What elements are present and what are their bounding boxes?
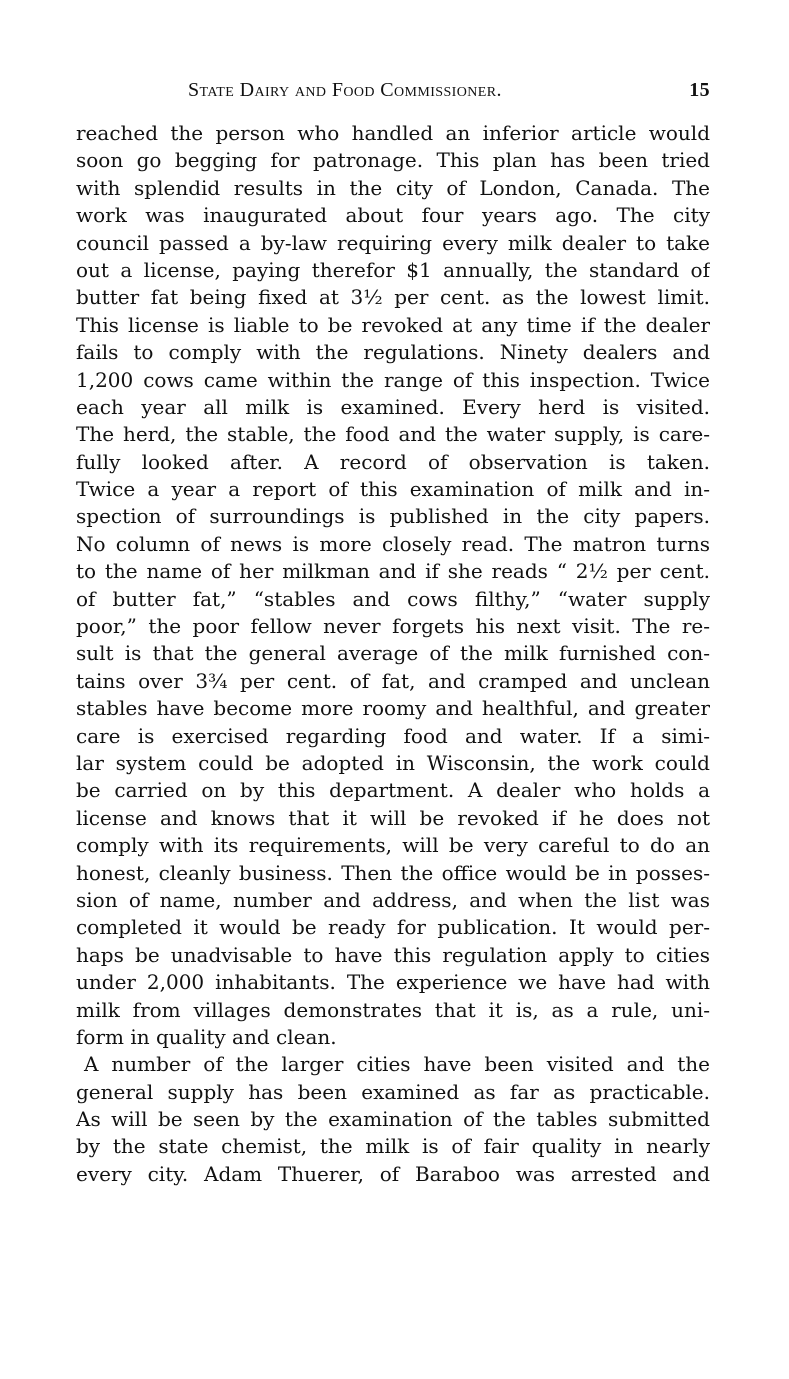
text-line: comply with its requirements, will be very careful to do an — [76, 833, 710, 858]
text-line: work was inaugurated about four years ago. The city — [76, 203, 710, 228]
text-line: form in quality and clean. — [76, 1024, 337, 1049]
text-line: soon go begging for patronage. This plan has been tried — [76, 148, 710, 173]
page-header — [76, 76, 710, 104]
paragraph-1 — [76, 120, 710, 1051]
text-line: honest, cleanly business. Then the office would be in posses- — [76, 860, 710, 885]
text-line: of butter fat,” “stables and cows filthy,” “water supply — [76, 586, 710, 611]
text-line: every city. Adam Thuerer, of Baraboo was arrested and — [76, 1161, 710, 1186]
text-line: poor,” the poor fellow never forgets his next visit. The re- — [76, 614, 710, 639]
text-line: reached the person who handled an inferior article would — [76, 121, 710, 145]
text-line: out a license, paying therefor $1 annually, the standard of — [76, 257, 710, 282]
text-line: As will be seen by the examination of the tables submitted — [76, 1107, 710, 1132]
text-line: A number of the larger cities have been visited and the — [84, 1052, 710, 1077]
body-text — [76, 120, 710, 1188]
text-line: general supply has been examined as far as practicable. — [76, 1079, 710, 1104]
text-line: This license is liable to be revoked at any time if the dealer — [76, 312, 710, 337]
text-line: under 2,000 inhabitants. The experience we have had with — [76, 970, 710, 995]
text-line: to the name of her milkman and if she reads “ 2½ per cent. — [76, 559, 710, 584]
page-number: 15 — [689, 79, 710, 101]
text-line: license and knows that it will be revoked if he does not — [76, 805, 710, 830]
text-line: each year all milk is examined. Every herd is visited. — [76, 394, 710, 419]
paragraph-2 — [76, 1051, 710, 1188]
text-line: Twice a year a report of this examination of milk and in- — [76, 477, 710, 502]
text-line: sult is that the general average of the milk furnished con- — [76, 641, 710, 666]
text-line: council passed a by-law requiring every milk dealer to take — [76, 230, 710, 255]
text-line: sion of name, number and address, and when the list was — [76, 887, 710, 912]
text-line: be carried on by this department. A dealer who holds a — [76, 778, 710, 803]
text-line: milk from villages demonstrates that it is, as a rule, uni- — [76, 997, 710, 1022]
text-line: completed it would be ready for publication. It would per- — [76, 915, 710, 940]
text-line: care is exercised regarding food and water. If a simi- — [76, 723, 710, 748]
text-line: The herd, the stable, the food and the water supply, is care- — [76, 422, 710, 447]
text-line: fully looked after. A record of observation is taken. — [76, 449, 710, 474]
text-line: butter fat being fixed at 3½ per cent. as the lowest limit. — [76, 285, 710, 310]
text-line: spection of surroundings is published in the city papers. — [76, 504, 710, 529]
text-line: 1,200 cows came within the range of this inspection. Twice — [76, 367, 710, 392]
text-line: lar system could be adopted in Wisconsin, the work could — [76, 750, 710, 775]
text-line: by the state chemist, the milk is of fair quality in nearly — [76, 1134, 710, 1159]
text-line: stables have become more roomy and healthful, and greater — [76, 696, 710, 721]
text-line: fails to comply with the regulations. Ninety dealers and — [76, 340, 710, 365]
text-line: haps be unadvisable to have this regulation apply to cities — [76, 942, 710, 967]
text-line: tains over 3¾ per cent. of fat, and cramped and unclean — [76, 668, 710, 693]
text-line: with splendid results in the city of London, Canada. The — [76, 175, 710, 200]
running-title: State Dairy and Food Commissioner. — [188, 79, 502, 101]
text-line: No column of news is more closely read. The matron turns — [76, 531, 710, 556]
